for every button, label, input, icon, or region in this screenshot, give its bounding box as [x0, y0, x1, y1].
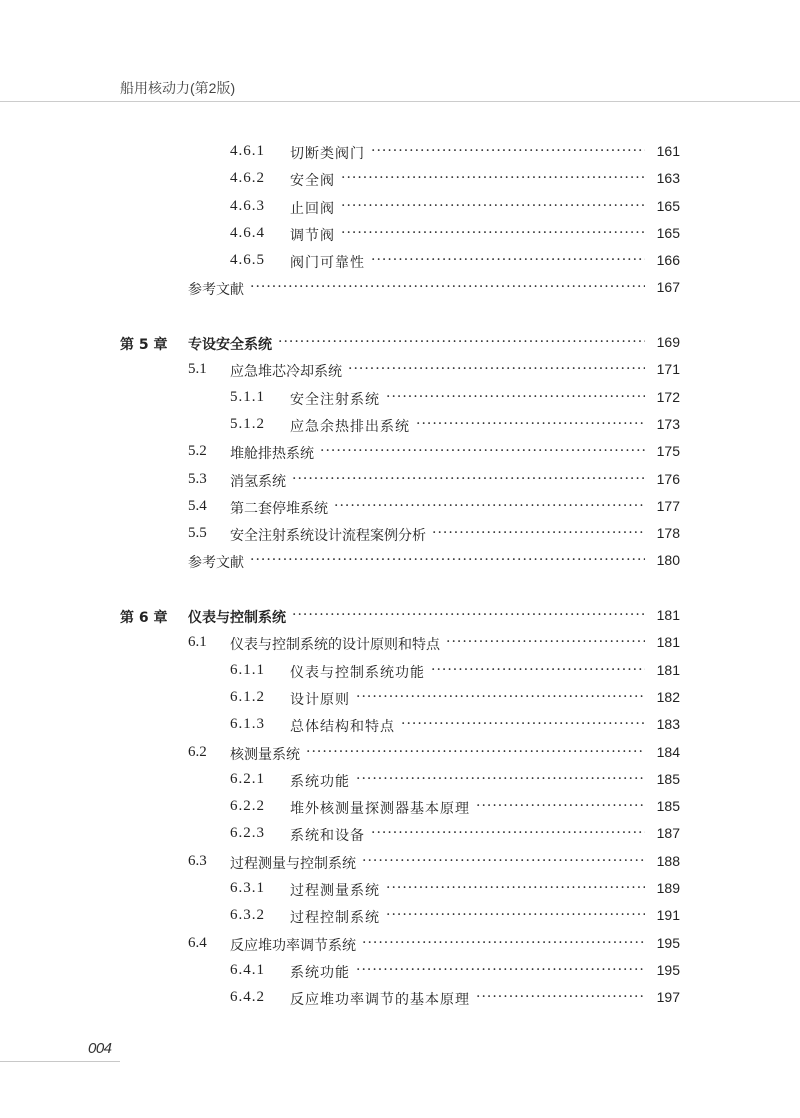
entry-page-number: 175 — [656, 443, 680, 460]
entry-number: 6.1.1 — [230, 661, 265, 678]
entry-title: 仪表与控制系统 — [188, 610, 286, 627]
entry-title: 应急余热排出系统 — [290, 418, 410, 435]
entry-title: 切断类阀门 — [290, 146, 365, 162]
entry-page-number: 185 — [656, 798, 680, 815]
entry-title: 阀门可靠性 — [290, 255, 365, 272]
dot-leader — [386, 907, 645, 923]
entry-number: 5.4 — [188, 497, 207, 514]
toc-entry[interactable] — [0, 930, 800, 957]
dot-leader — [476, 798, 645, 814]
toc-entry[interactable] — [0, 984, 800, 1011]
entry-page-number: 171 — [656, 361, 680, 378]
toc-entry[interactable] — [0, 820, 800, 847]
dot-leader — [416, 416, 645, 432]
toc-entry[interactable] — [0, 438, 800, 465]
entry-title: 参考文献 — [188, 282, 244, 299]
entry-number: 6.2 — [188, 743, 207, 760]
entry-number: 4.6.5 — [230, 252, 265, 269]
table-of-contents — [0, 138, 800, 1039]
toc-entry[interactable] — [0, 220, 800, 247]
entry-page-number: 177 — [656, 497, 680, 514]
toc-entry[interactable] — [0, 193, 800, 220]
entry-title: 反应堆功率调节的基本原理 — [290, 992, 470, 1009]
dot-leader — [446, 634, 645, 650]
toc-entry[interactable] — [0, 602, 800, 629]
entry-page-number: 169 — [656, 334, 680, 351]
toc-entry[interactable] — [0, 684, 800, 711]
entry-number: 4.6.1 — [230, 143, 265, 159]
entry-number: 4.6.4 — [230, 224, 265, 241]
page-number: 004 — [88, 1040, 112, 1057]
toc-entry[interactable] — [0, 739, 800, 766]
toc-entry[interactable] — [0, 793, 800, 820]
dot-leader — [371, 825, 645, 841]
toc-group — [0, 602, 800, 1011]
entry-title: 核测量系统 — [230, 746, 300, 763]
toc-entry[interactable] — [0, 411, 800, 438]
entry-page-number: 182 — [656, 688, 680, 705]
entry-number: 6.3 — [188, 852, 207, 869]
entry-number: 5.1 — [188, 361, 207, 378]
entry-title: 系统功能 — [290, 773, 350, 790]
entry-title: 反应堆功率调节系统 — [230, 937, 356, 954]
toc-entry[interactable] — [0, 356, 800, 383]
entry-page-number: 172 — [656, 388, 680, 405]
dot-leader — [432, 525, 645, 541]
entry-title: 安全注射系统设计流程案例分析 — [230, 528, 426, 545]
entry-page-number: 197 — [656, 989, 680, 1006]
entry-number: 6.3.1 — [230, 880, 265, 897]
entry-number: 6.2.2 — [230, 798, 265, 815]
entry-page-number: 176 — [656, 470, 680, 487]
dot-leader — [341, 198, 645, 214]
dot-leader — [362, 853, 645, 869]
entry-page-number: 173 — [656, 415, 680, 432]
toc-entry[interactable] — [0, 274, 800, 301]
entry-number: 5.3 — [188, 470, 207, 487]
dot-leader — [341, 170, 645, 186]
dot-leader — [476, 989, 645, 1005]
dot-leader — [401, 716, 645, 732]
toc-entry[interactable] — [0, 902, 800, 929]
entry-title: 过程测量与控制系统 — [230, 855, 356, 872]
entry-number: 5.1.2 — [230, 415, 265, 432]
entry-title: 过程控制系统 — [290, 910, 380, 927]
entry-page-number: 178 — [656, 525, 680, 542]
toc-entry[interactable] — [0, 547, 800, 574]
dot-leader — [386, 880, 645, 896]
entry-page-number: 191 — [656, 907, 680, 924]
entry-number: 5.5 — [188, 525, 207, 542]
dot-leader — [341, 225, 645, 241]
dot-leader — [250, 279, 645, 295]
entry-page-number: 180 — [656, 552, 680, 569]
running-header: 船用核动力(第2版) — [120, 80, 236, 96]
entry-number: 6.2.1 — [230, 770, 265, 787]
dot-leader — [334, 498, 645, 514]
entry-number: 6.4.1 — [230, 961, 265, 978]
entry-title: 消氢系统 — [230, 473, 286, 490]
toc-entry[interactable] — [0, 493, 800, 520]
entry-page-number: 181 — [656, 634, 680, 651]
toc-group — [0, 329, 800, 575]
dot-leader — [356, 962, 645, 978]
entry-title: 专设安全系统 — [188, 337, 272, 354]
entry-page-number: 189 — [656, 880, 680, 897]
toc-entry[interactable] — [0, 466, 800, 493]
dot-leader — [348, 361, 645, 377]
dot-leader — [371, 143, 645, 159]
toc-entry[interactable] — [0, 657, 800, 684]
dot-leader — [386, 389, 645, 405]
entry-page-number: 183 — [656, 716, 680, 733]
dot-leader — [356, 689, 645, 705]
entry-title: 止回阀 — [290, 200, 335, 217]
entry-number: 5.2 — [188, 443, 207, 460]
entry-page-number: 185 — [656, 770, 680, 787]
toc-entry[interactable] — [0, 848, 800, 875]
toc-entry[interactable] — [0, 766, 800, 793]
entry-page-number: 188 — [656, 852, 680, 869]
entry-title: 安全注射系统 — [290, 391, 380, 408]
entry-number: 6.1.2 — [230, 688, 265, 705]
entry-number: 6.4.2 — [230, 989, 265, 1006]
entry-page-number: 166 — [656, 252, 680, 269]
dot-leader — [431, 662, 645, 678]
toc-entry[interactable] — [0, 875, 800, 902]
entry-page-number: 181 — [656, 661, 680, 678]
entry-page-number: 163 — [656, 170, 680, 187]
entry-title: 应急堆芯冷却系统 — [230, 364, 342, 381]
entry-title: 堆外核测量探测器基本原理 — [290, 801, 470, 818]
toc-entry[interactable] — [0, 520, 800, 547]
entry-number: 6.3.2 — [230, 907, 265, 924]
dot-leader — [278, 334, 645, 350]
dot-leader — [306, 744, 645, 760]
dot-leader — [250, 552, 645, 568]
dot-leader — [292, 471, 645, 487]
entry-title: 总体结构和特点 — [290, 719, 395, 736]
toc-entry[interactable] — [0, 165, 800, 192]
entry-page-number: 165 — [656, 197, 680, 214]
entry-number: 4.6.2 — [230, 170, 265, 187]
entry-page-number: 165 — [656, 224, 680, 241]
toc-entry[interactable] — [0, 957, 800, 984]
entry-page-number: 184 — [656, 743, 680, 760]
entry-number: 6.4 — [188, 934, 207, 951]
entry-title: 调节阀 — [290, 227, 335, 244]
entry-number: 6.1 — [188, 634, 207, 651]
entry-page-number: 181 — [656, 607, 680, 624]
dot-leader — [292, 607, 645, 623]
header-divider — [0, 101, 800, 102]
toc-entry[interactable] — [0, 384, 800, 411]
entry-title: 系统和设备 — [290, 828, 365, 845]
toc-group — [0, 138, 800, 302]
entry-title: 安全阀 — [290, 173, 335, 190]
entry-number: 5.1.1 — [230, 388, 265, 405]
dot-leader — [356, 771, 645, 787]
entry-number: 6.2.3 — [230, 825, 265, 842]
toc-entry[interactable] — [0, 329, 800, 356]
entry-title: 堆舱排热系统 — [230, 446, 314, 463]
toc-entry[interactable] — [0, 138, 800, 165]
entry-title: 仪表与控制系统功能 — [290, 664, 425, 681]
entry-number: 4.6.3 — [230, 197, 265, 214]
entry-page-number: 187 — [656, 825, 680, 842]
entry-page-number: 195 — [656, 961, 680, 978]
entry-page-number: 195 — [656, 934, 680, 951]
entry-number: 第 5 章 — [120, 337, 168, 354]
entry-number: 第 6 章 — [120, 610, 168, 627]
entry-page-number: 167 — [656, 279, 680, 296]
entry-title: 仪表与控制系统的设计原则和特点 — [230, 637, 440, 654]
toc-entry[interactable] — [0, 629, 800, 656]
dot-leader — [320, 443, 645, 459]
entry-title: 过程测量系统 — [290, 883, 380, 900]
entry-title: 系统功能 — [290, 964, 350, 981]
entry-title: 第二套停堆系统 — [230, 500, 328, 517]
entry-title: 设计原则 — [290, 691, 350, 708]
dot-leader — [362, 935, 645, 951]
toc-entry[interactable] — [0, 711, 800, 738]
footer-divider — [0, 1061, 120, 1062]
entry-page-number: 161 — [656, 143, 680, 159]
entry-number: 6.1.3 — [230, 716, 265, 733]
entry-title: 参考文献 — [188, 555, 244, 572]
dot-leader — [371, 252, 645, 268]
toc-entry[interactable] — [0, 247, 800, 274]
